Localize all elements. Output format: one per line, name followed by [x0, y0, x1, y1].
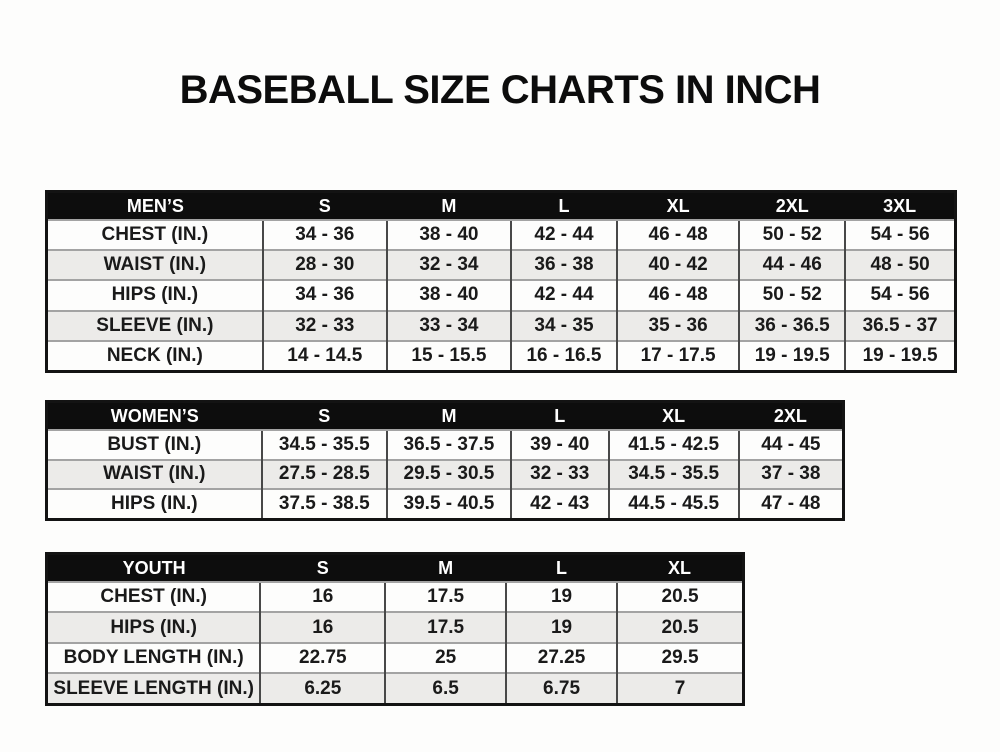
- size-value-cell: 15 - 15.5: [387, 341, 511, 372]
- size-value-cell: 17 - 17.5: [617, 341, 739, 372]
- size-value-cell: 22.75: [260, 643, 385, 673]
- size-value-cell: 46 - 48: [617, 220, 739, 250]
- size-value-cell: 47 - 48: [739, 489, 844, 519]
- size-value-cell: 38 - 40: [387, 280, 511, 310]
- size-value-cell: 34 - 36: [263, 220, 387, 250]
- measurement-label-cell: BUST (IN.): [47, 430, 262, 460]
- size-value-cell: 19 - 19.5: [739, 341, 845, 372]
- size-header-cell: L: [511, 402, 609, 431]
- table-row: [47, 460, 844, 490]
- size-header-cell: M: [387, 402, 511, 431]
- size-value-cell: 6.5: [385, 673, 506, 704]
- size-value-cell: 42 - 44: [511, 280, 617, 310]
- size-value-cell: 37 - 38: [739, 460, 844, 490]
- size-header-cell: 2XL: [739, 402, 844, 431]
- size-header-cell: M: [385, 554, 506, 583]
- size-value-cell: 48 - 50: [845, 250, 955, 280]
- measurement-label-cell: WAIST (IN.): [47, 460, 262, 490]
- womens-size-chart-section: [45, 400, 845, 521]
- size-value-cell: 34.5 - 35.5: [262, 430, 387, 460]
- size-value-cell: 42 - 43: [511, 489, 609, 519]
- size-value-cell: 20.5: [617, 612, 743, 642]
- size-value-cell: 50 - 52: [739, 220, 845, 250]
- table-row: [47, 220, 956, 250]
- size-value-cell: 42 - 44: [511, 220, 617, 250]
- header-row: [47, 402, 844, 431]
- group-header-cell: WOMEN’S: [47, 402, 262, 431]
- size-value-cell: 36.5 - 37: [845, 311, 955, 341]
- size-value-cell: 19: [506, 612, 617, 642]
- size-value-cell: 25: [385, 643, 506, 673]
- size-header-cell: L: [511, 192, 617, 221]
- size-value-cell: 32 - 34: [387, 250, 511, 280]
- size-value-cell: 19: [506, 582, 617, 612]
- size-value-cell: 20.5: [617, 582, 743, 612]
- size-value-cell: 17.5: [385, 582, 506, 612]
- size-value-cell: 6.75: [506, 673, 617, 704]
- size-value-cell: 32 - 33: [511, 460, 609, 490]
- size-value-cell: 14 - 14.5: [263, 341, 387, 372]
- size-value-cell: 32 - 33: [263, 311, 387, 341]
- table-row: [47, 280, 956, 310]
- table-row: [47, 582, 744, 612]
- table-row: [47, 311, 956, 341]
- size-value-cell: 37.5 - 38.5: [262, 489, 387, 519]
- size-value-cell: 27.25: [506, 643, 617, 673]
- youth-size-table: [45, 552, 745, 706]
- size-value-cell: 36 - 36.5: [739, 311, 845, 341]
- size-value-cell: 29.5: [617, 643, 743, 673]
- size-value-cell: 44.5 - 45.5: [609, 489, 739, 519]
- size-value-cell: 28 - 30: [263, 250, 387, 280]
- size-value-cell: 38 - 40: [387, 220, 511, 250]
- size-value-cell: 34.5 - 35.5: [609, 460, 739, 490]
- size-value-cell: 35 - 36: [617, 311, 739, 341]
- size-value-cell: 44 - 45: [739, 430, 844, 460]
- size-value-cell: 36 - 38: [511, 250, 617, 280]
- size-value-cell: 39.5 - 40.5: [387, 489, 511, 519]
- measurement-label-cell: HIPS (IN.): [47, 612, 261, 642]
- size-header-cell: 3XL: [845, 192, 955, 221]
- womens-size-table: [45, 400, 845, 521]
- size-value-cell: 19 - 19.5: [845, 341, 955, 372]
- table-row: [47, 612, 744, 642]
- size-value-cell: 34 - 35: [511, 311, 617, 341]
- measurement-label-cell: WAIST (IN.): [47, 250, 263, 280]
- table-row: [47, 341, 956, 372]
- header-row: [47, 554, 744, 583]
- measurement-label-cell: BODY LENGTH (IN.): [47, 643, 261, 673]
- size-value-cell: 54 - 56: [845, 220, 955, 250]
- measurement-label-cell: HIPS (IN.): [47, 489, 262, 519]
- size-header-cell: XL: [617, 554, 743, 583]
- size-header-cell: M: [387, 192, 511, 221]
- size-value-cell: 16: [260, 582, 385, 612]
- size-header-cell: L: [506, 554, 617, 583]
- table-row: [47, 673, 744, 704]
- youth-size-chart-section: [45, 552, 745, 706]
- mens-size-chart-section: [45, 190, 957, 373]
- size-value-cell: 36.5 - 37.5: [387, 430, 511, 460]
- size-value-cell: 34 - 36: [263, 280, 387, 310]
- size-header-cell: 2XL: [739, 192, 845, 221]
- size-header-cell: XL: [617, 192, 739, 221]
- size-header-cell: XL: [609, 402, 739, 431]
- header-row: [47, 192, 956, 221]
- table-row: [47, 643, 744, 673]
- size-value-cell: 46 - 48: [617, 280, 739, 310]
- measurement-label-cell: CHEST (IN.): [47, 220, 263, 250]
- mens-size-table: [45, 190, 957, 373]
- size-value-cell: 44 - 46: [739, 250, 845, 280]
- size-value-cell: 50 - 52: [739, 280, 845, 310]
- measurement-label-cell: SLEEVE LENGTH (IN.): [47, 673, 261, 704]
- size-value-cell: 39 - 40: [511, 430, 609, 460]
- table-row: [47, 489, 844, 519]
- measurement-label-cell: NECK (IN.): [47, 341, 263, 372]
- size-value-cell: 17.5: [385, 612, 506, 642]
- size-value-cell: 54 - 56: [845, 280, 955, 310]
- page-title: BASEBALL SIZE CHARTS IN INCH: [179, 68, 821, 112]
- size-value-cell: 16: [260, 612, 385, 642]
- size-value-cell: 29.5 - 30.5: [387, 460, 511, 490]
- size-value-cell: 33 - 34: [387, 311, 511, 341]
- size-value-cell: 7: [617, 673, 743, 704]
- size-header-cell: S: [260, 554, 385, 583]
- size-header-cell: S: [263, 192, 387, 221]
- group-header-cell: MEN’S: [47, 192, 263, 221]
- size-value-cell: 6.25: [260, 673, 385, 704]
- size-value-cell: 41.5 - 42.5: [609, 430, 739, 460]
- size-value-cell: 40 - 42: [617, 250, 739, 280]
- measurement-label-cell: SLEEVE (IN.): [47, 311, 263, 341]
- group-header-cell: YOUTH: [47, 554, 261, 583]
- table-row: [47, 250, 956, 280]
- size-value-cell: 27.5 - 28.5: [262, 460, 387, 490]
- size-value-cell: 16 - 16.5: [511, 341, 617, 372]
- measurement-label-cell: HIPS (IN.): [47, 280, 263, 310]
- size-header-cell: S: [262, 402, 387, 431]
- table-row: [47, 430, 844, 460]
- measurement-label-cell: CHEST (IN.): [47, 582, 261, 612]
